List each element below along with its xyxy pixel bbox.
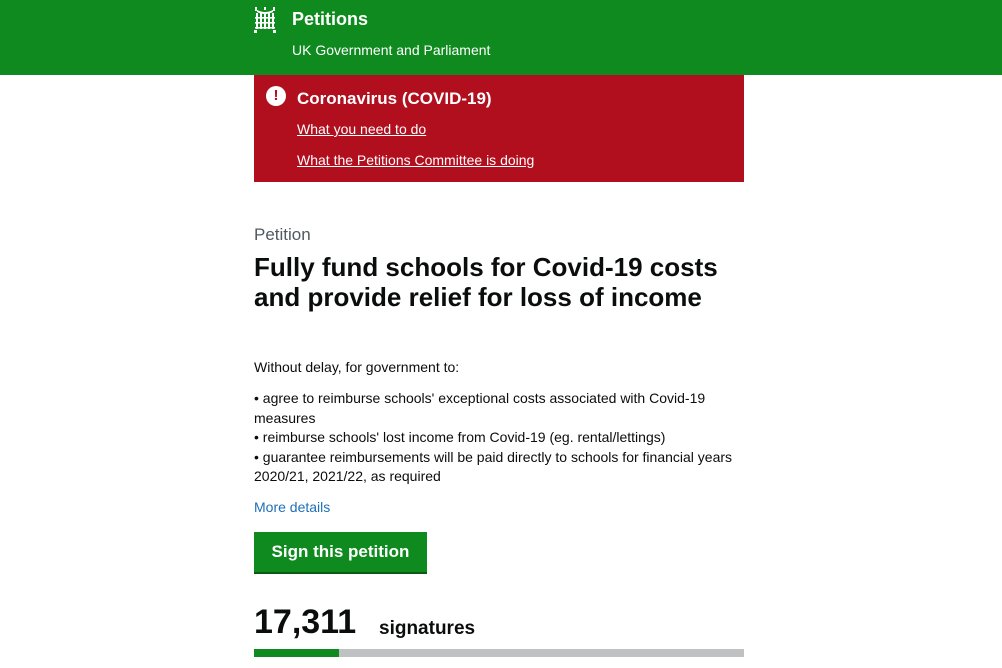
signature-count: 17,311 [254,603,357,641]
petition-caption: Petition [254,225,311,244]
site-title[interactable]: Petitions [292,9,369,29]
list-item: • agree to reimburse schools' exceptional costs associated with Covid-19 measures [254,389,754,428]
portcullis-icon [253,7,277,33]
petition-requests [254,389,754,487]
alert-title: Coronavirus (COVID-19) [297,89,492,108]
petition-intro: Without delay, for government to: [254,359,460,375]
petition-title: Fully fund schools for Covid-19 costs and provide relief for loss of income [254,252,718,312]
list-item: • reimburse schools' lost income from Covid-19 (eg. rental/lettings) [254,428,754,448]
more-details-link[interactable]: More details [254,499,331,515]
site-header [0,0,1002,75]
site-subtitle: UK Government and Parliament [292,42,491,58]
signature-progress-bar [254,649,744,657]
petitions-committee-link[interactable]: What the Petitions Committee is doing [297,152,535,168]
signature-label: signatures [379,618,476,639]
signature-progress-fill [254,649,339,657]
covid-alert-banner [254,75,744,182]
list-item: • guarantee reimbursements will be paid directly to schools for financial years 2020/21, 2021/22, as required [254,448,754,487]
what-you-need-to-do-link[interactable]: What you need to do [297,121,427,137]
sign-petition-button[interactable]: Sign this petition [254,532,427,572]
exclamation-icon: ! [266,86,286,106]
